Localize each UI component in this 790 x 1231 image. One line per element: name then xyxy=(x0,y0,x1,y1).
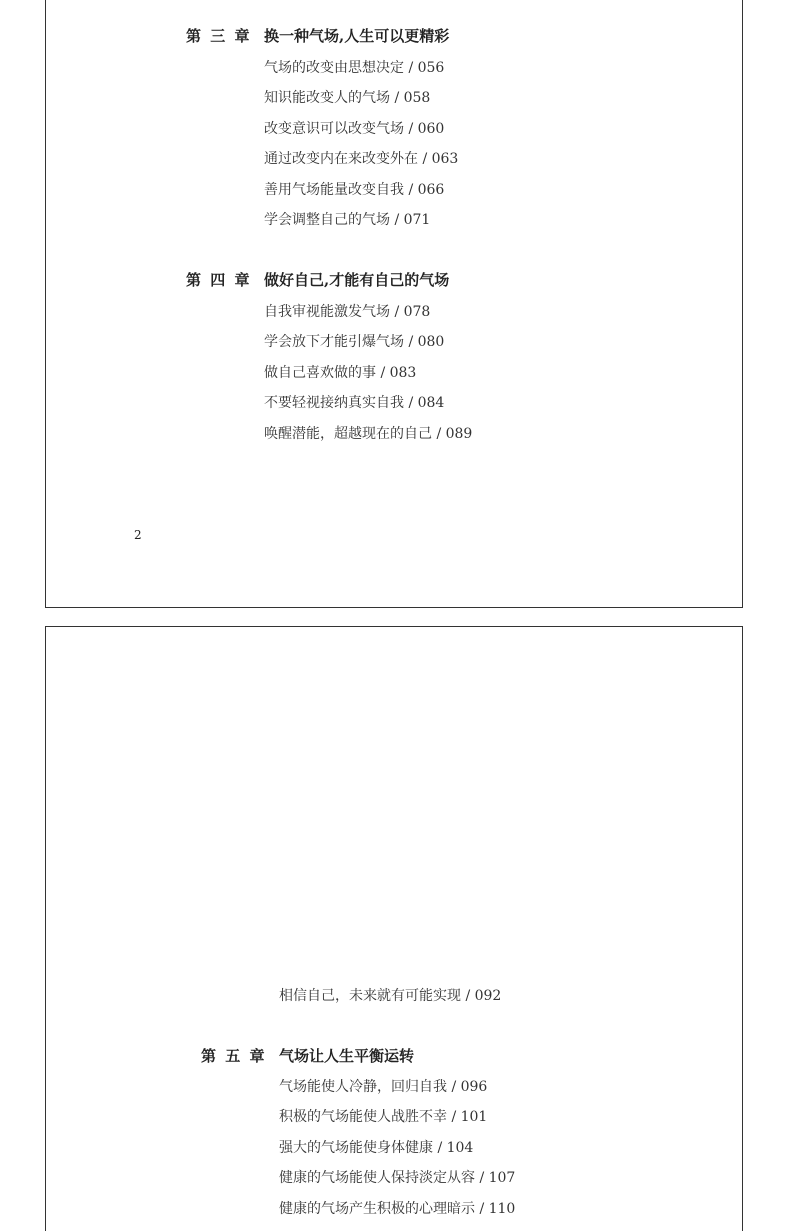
toc-entry: 健康的气场能使人保持淡定从容 / 107 xyxy=(279,1170,516,1186)
toc-entry: 做自己喜欢做的事 / 083 xyxy=(264,365,417,381)
chapter-5-label: 第 五 章 xyxy=(201,1047,267,1065)
toc-entry: 相信自己，未来就有可能实现 / 092 xyxy=(279,988,502,1004)
toc-entry: 不要轻视接纳真实自我 / 084 xyxy=(264,395,445,411)
toc-entry: 唤醒潜能，超越现在的自己 / 089 xyxy=(264,426,473,442)
document-page-1 xyxy=(45,0,743,608)
toc-entry: 气场的改变由思想决定 / 056 xyxy=(264,60,445,76)
chapter-5-title: 气场让人生平衡运转 xyxy=(279,1047,415,1065)
page-number: 2 xyxy=(134,528,142,542)
toc-entry: 学会放下才能引爆气场 / 080 xyxy=(264,334,445,350)
toc-entry: 学会调整自己的气场 / 071 xyxy=(264,212,431,228)
chapter-4-title: 做好自己,才能有自己的气场 xyxy=(264,271,450,289)
toc-entry: 健康的气场产生积极的心理暗示 / 110 xyxy=(279,1201,516,1217)
toc-entry: 积极的气场能使人战胜不幸 / 101 xyxy=(279,1109,488,1125)
toc-entry: 知识能改变人的气场 / 058 xyxy=(264,90,431,106)
toc-entry: 改变意识可以改变气场 / 060 xyxy=(264,121,445,137)
toc-entry: 强大的气场能使身体健康 / 104 xyxy=(279,1140,474,1156)
toc-entry: 气场能使人冷静，回归自我 / 096 xyxy=(279,1079,488,1095)
document-page-2 xyxy=(45,626,743,1231)
toc-entry: 善用气场能量改变自我 / 066 xyxy=(264,182,445,198)
toc-entry: 自我审视能激发气场 / 078 xyxy=(264,304,431,320)
chapter-3-title: 换一种气场,人生可以更精彩 xyxy=(264,27,450,45)
chapter-4-label: 第 四 章 xyxy=(186,271,252,289)
toc-entry: 通过改变内在来改变外在 / 063 xyxy=(264,151,459,167)
chapter-3-label: 第 三 章 xyxy=(186,27,252,45)
